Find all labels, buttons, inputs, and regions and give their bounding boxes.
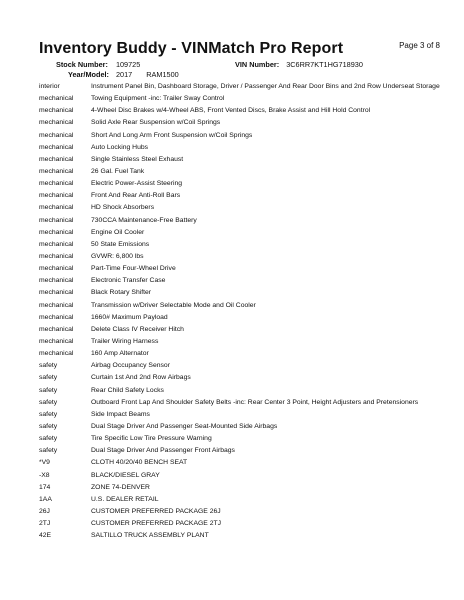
stock-number-value: 109725 [115, 60, 141, 69]
item-category: mechanical [39, 325, 74, 333]
list-item [39, 229, 454, 238]
list-item [39, 459, 454, 468]
vin-number-value: 3C6RR7KT1HG718930 [286, 60, 363, 69]
item-description: HD Shock Absorbers [91, 204, 155, 212]
item-category: mechanical [39, 289, 74, 297]
item-description: Curtain 1st And 2nd Row Airbags [91, 374, 191, 382]
item-description: Electric Power-Assist Steering [91, 180, 183, 188]
model-value: RAM1500 [146, 70, 179, 79]
item-category: mechanical [39, 301, 74, 309]
list-item [39, 107, 454, 116]
item-description: 4-Wheel Disc Brakes w/4-Wheel ABS, Front Vented Discs, Brake Assist and Hill Hold Control [91, 107, 371, 115]
list-item [39, 399, 454, 408]
item-description: Instrument Panel Bin, Dashboard Storage, Driver / Passenger And Rear Door Bins and 2nd Row Underseat Storage [91, 83, 440, 90]
item-category: mechanical [39, 240, 74, 248]
report-title: Inventory Buddy - VINMatch Pro Report [39, 40, 344, 57]
item-category: safety [39, 398, 58, 406]
item-description: Short And Long Arm Front Suspension w/Coil Springs [91, 131, 253, 139]
list-item [39, 217, 454, 226]
item-description: Front And Rear Anti-Roll Bars [91, 192, 181, 200]
list-item [39, 302, 454, 311]
item-category: safety [39, 447, 58, 455]
vin-number-label: VIN Number: [235, 60, 280, 69]
list-item [39, 204, 454, 213]
item-category: safety [39, 374, 58, 382]
item-category: mechanical [39, 180, 74, 188]
list-item [39, 472, 454, 481]
item-description: Outboard Front Lap And Shoulder Safety Belts -inc: Rear Center 3 Point, Height Adjusters and Pretensioners [91, 398, 419, 406]
item-description: 730CCA Maintenance-Free Battery [91, 216, 197, 224]
item-description: Rear Child Safety Locks [91, 386, 164, 394]
item-category: 1AA [39, 495, 52, 503]
item-category: mechanical [39, 313, 74, 321]
item-category: mechanical [39, 265, 74, 273]
item-category: mechanical [39, 192, 74, 200]
list-item [39, 350, 454, 359]
list-item [39, 520, 454, 529]
list-item [39, 156, 454, 165]
page-number: Page 3 of 8 [399, 41, 440, 50]
stock-number-row [56, 60, 140, 69]
item-description: Single Stainless Steel Exhaust [91, 155, 184, 163]
list-item [39, 314, 454, 323]
list-item [39, 132, 454, 141]
list-item [39, 387, 454, 396]
list-item [39, 447, 454, 456]
item-category: safety [39, 435, 58, 443]
item-category: mechanical [39, 228, 74, 236]
item-category: mechanical [39, 277, 74, 285]
item-description: CLOTH 40/20/40 BENCH SEAT [91, 459, 188, 467]
list-item [39, 119, 454, 128]
item-category: mechanical [39, 131, 74, 139]
list-item [39, 144, 454, 153]
item-category: mechanical [39, 252, 74, 260]
item-description: Delete Class IV Receiver Hitch [91, 325, 184, 333]
list-item [39, 532, 454, 541]
item-description: CUSTOMER PREFERRED PACKAGE 26J [91, 507, 221, 515]
year-model-row [68, 70, 179, 79]
list-item [39, 435, 454, 444]
item-description: 50 State Emissions [91, 240, 150, 248]
item-description: CUSTOMER PREFERRED PACKAGE 2TJ [91, 520, 222, 528]
item-description: SALTILLO TRUCK ASSEMBLY PLANT [91, 532, 209, 540]
item-category: interior [39, 83, 60, 90]
item-category: safety [39, 422, 58, 430]
item-description: U.S. DEALER RETAIL [91, 495, 159, 503]
item-description: Dual Stage Driver And Passenger Seat-Mounted Side Airbags [91, 422, 278, 430]
item-category: mechanical [39, 350, 74, 358]
item-description: Solid Axle Rear Suspension w/Coil Springs [91, 119, 221, 127]
item-description: Tire Specific Low Tire Pressure Warning [91, 435, 212, 443]
list-item [39, 277, 454, 286]
item-description: Transmission w/Driver Selectable Mode and Oil Cooler [91, 301, 256, 309]
item-category: mechanical [39, 143, 74, 151]
list-item [39, 326, 454, 335]
item-category: 42E [39, 532, 52, 540]
item-description: ZONE 74-DENVER [91, 483, 150, 491]
item-description: Side Impact Beams [91, 410, 150, 418]
item-category: safety [39, 362, 58, 370]
list-item [39, 338, 454, 347]
list-item [39, 253, 454, 262]
equipment-list [39, 83, 454, 544]
item-description: BLACK/DIESEL GRAY [91, 471, 160, 479]
item-description: Dual Stage Driver And Passenger Front Airbags [91, 447, 235, 455]
item-description: 1660# Maximum Payload [91, 313, 168, 321]
item-description: Engine Oil Cooler [91, 228, 145, 236]
item-category: mechanical [39, 95, 74, 103]
list-item [39, 192, 454, 201]
item-category: -X8 [39, 471, 50, 479]
item-category: mechanical [39, 107, 74, 115]
item-category: safety [39, 410, 58, 418]
list-item [39, 83, 454, 92]
item-description: Airbag Occupancy Sensor [91, 362, 170, 370]
item-category: 2TJ [39, 520, 51, 528]
item-description: 160 Amp Alternator [91, 350, 149, 358]
year-model-label: Year/Model: [68, 70, 109, 79]
item-description: Towing Equipment -inc: Trailer Sway Control [91, 95, 225, 103]
list-item [39, 265, 454, 274]
item-description: Trailer Wiring Harness [91, 337, 159, 345]
year-value: 2017 [116, 70, 133, 79]
list-item [39, 289, 454, 298]
vin-number-row [235, 60, 363, 69]
list-item [39, 168, 454, 177]
item-description: Auto Locking Hubs [91, 143, 149, 151]
list-item [39, 411, 454, 420]
item-category: safety [39, 386, 58, 394]
item-description: Electronic Transfer Case [91, 277, 166, 285]
item-category: 26J [39, 507, 50, 515]
list-item [39, 484, 454, 493]
list-item [39, 508, 454, 517]
list-item [39, 362, 454, 371]
item-category: mechanical [39, 167, 74, 175]
list-item [39, 423, 454, 432]
item-description: 26 Gal. Fuel Tank [91, 167, 145, 175]
list-item [39, 374, 454, 383]
item-description: Black Rotary Shifter [91, 289, 152, 297]
item-category: mechanical [39, 337, 74, 345]
list-item [39, 180, 454, 189]
item-category: mechanical [39, 155, 74, 163]
list-item [39, 241, 454, 250]
item-category: *V9 [39, 459, 50, 467]
item-category: 174 [39, 483, 51, 491]
item-category: mechanical [39, 119, 74, 127]
item-description: GVWR: 6,800 lbs [91, 252, 144, 260]
item-category: mechanical [39, 216, 74, 224]
item-category: mechanical [39, 204, 74, 212]
list-item [39, 496, 454, 505]
item-description: Part-Time Four-Wheel Drive [91, 265, 176, 273]
stock-number-label: Stock Number: [56, 60, 108, 69]
list-item [39, 95, 454, 104]
